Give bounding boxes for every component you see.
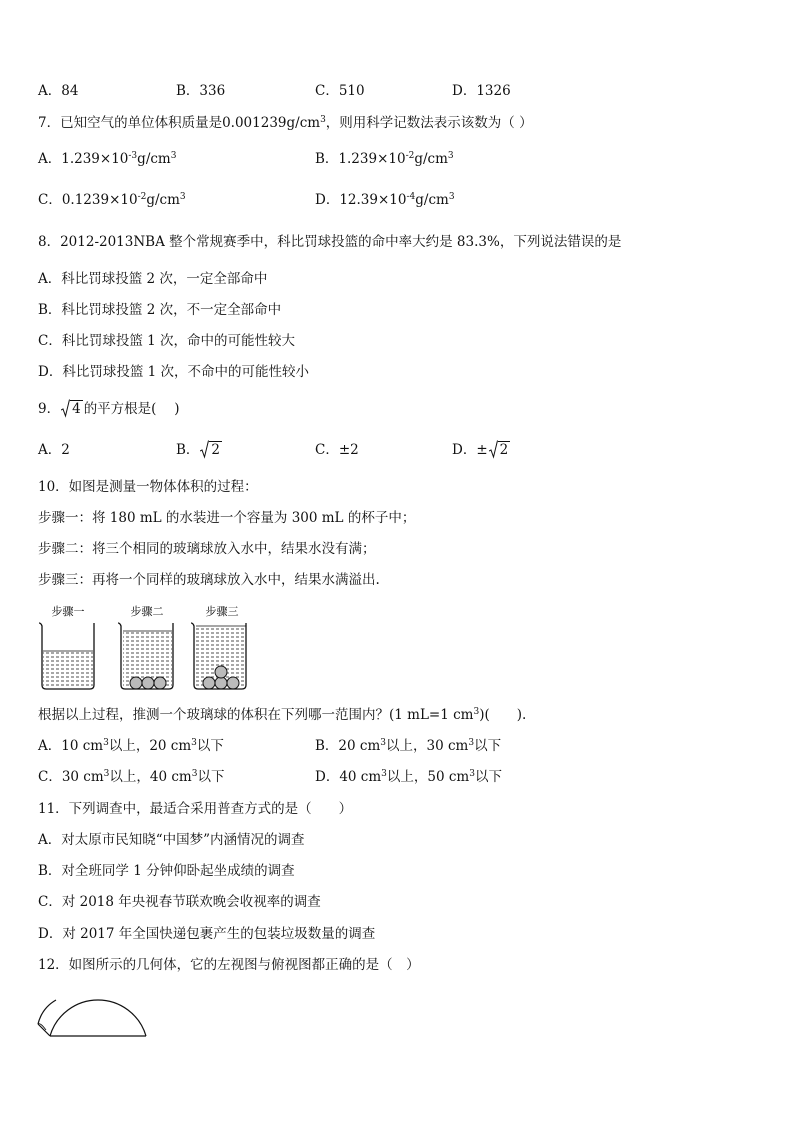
half-cylinder-figure <box>34 978 150 1044</box>
q8-option-d: D．科比罚球投篮 1 次，不命中的可能性较小 <box>38 364 309 380</box>
q9-option-a: A．2 <box>38 442 70 458</box>
q7-option-a: A．$1.239\times 10^{-3}g/cm^3$ <box>38 151 177 167</box>
q9-option-d: D．± 2 <box>452 442 509 458</box>
q7-stem: 7．已知空气的单位体积质量是$0.001239g/cm^3$，则用科学记数法表示该数为（ ） <box>38 115 533 131</box>
glass-ball <box>215 677 227 689</box>
q9-stem: 9． 4 的平方根是( ) <box>38 401 180 417</box>
q10-stem: 10．如图是测量一物体体积的过程： <box>38 479 258 495</box>
q8-stem: 8．2012-2013NBA 整个常规赛季中，科比罚球投篮的命中率大约是 83.3%，下列说法错误的是 <box>38 234 622 250</box>
q6-option-c: C．510 <box>315 83 365 99</box>
q11-option-a: A．对太原市民知晓“中国梦”内涵情况的调查 <box>38 832 305 848</box>
q10-option-d: D．40 $cm^3$以上，50 $cm^3$以下 <box>315 769 502 785</box>
q8-option-b: B．科比罚球投篮 2 次，不一定全部命中 <box>38 302 282 318</box>
q7-option-c: C．$0.1239\times 10^{-2}g/cm^3$ <box>38 192 186 208</box>
glass-ball <box>154 677 166 689</box>
q10-step3: 步骤三：再将一个同样的玻璃球放入水中，结果水满溢出. <box>38 572 380 588</box>
fig-label-step2: 步骤二 <box>130 605 164 618</box>
q8-option-a: A．科比罚球投篮 2 次，一定全部命中 <box>38 271 268 287</box>
q7-option-d: D．$12.39\times 10^{-4}g/cm^3$ <box>315 192 455 208</box>
glass-ball <box>227 677 239 689</box>
q11-stem: 11．下列调查中，最适合采用普查方式的是（ ） <box>38 801 353 817</box>
q9-option-c: C．±2 <box>315 442 359 458</box>
q10-option-c: C．30 $cm^3$以上，40 $cm^3$以下 <box>38 769 225 785</box>
q6-option-b: B．336 <box>176 83 226 99</box>
q10-question: 根据以上过程，推测一个玻璃球的体积在下列哪一范围内？(1 mL=1 $cm^3$)( ). <box>38 707 527 723</box>
q6-option-a: A．84 <box>38 83 79 99</box>
beaker-step3 <box>191 623 246 689</box>
q7-option-b: B．$1.239\times 10^{-2}g/cm^3$ <box>315 151 454 167</box>
q11-option-c: C．对 2018 年央视春节联欢晚会收视率的调查 <box>38 894 321 910</box>
sqrt-symbol: 2 <box>489 441 511 459</box>
sqrt-symbol: 2 <box>200 441 222 459</box>
sqrt-symbol: 4 <box>61 400 83 418</box>
q10-step1: 步骤一：将 180 mL 的水装进一个容量为 300 mL 的杯子中； <box>38 510 416 526</box>
fig-label-step1: 步骤一 <box>51 605 85 618</box>
beaker-step1 <box>39 623 94 689</box>
beaker-step2 <box>118 623 173 689</box>
q10-option-b: B．20 $cm^3$以上，30 $cm^3$以下 <box>315 738 502 754</box>
q11-option-d: D．对 2017 年全国快递包裹产生的包装垃圾数量的调查 <box>38 926 376 942</box>
glass-ball <box>203 677 215 689</box>
q8-option-c: C．科比罚球投篮 1 次，命中的可能性较大 <box>38 333 296 349</box>
glass-ball <box>142 677 154 689</box>
q12-stem: 12．如图所示的几何体，它的左视图与俯视图都正确的是（ ） <box>38 957 420 973</box>
q10-option-a: A．10 $cm^3$以上，20 $cm^3$以下 <box>38 738 224 754</box>
q11-option-b: B．对全班同学 1 分钟仰卧起坐成绩的调查 <box>38 863 295 879</box>
fig-label-step3: 步骤三 <box>205 605 239 618</box>
glass-ball <box>130 677 142 689</box>
q10-step2: 步骤二：将三个相同的玻璃球放入水中，结果水没有满； <box>38 541 376 557</box>
beaker-figure <box>36 603 266 693</box>
glass-ball <box>215 666 227 678</box>
q9-option-b: B． 2 <box>176 442 221 458</box>
q6-option-d: D．1326 <box>452 83 511 99</box>
